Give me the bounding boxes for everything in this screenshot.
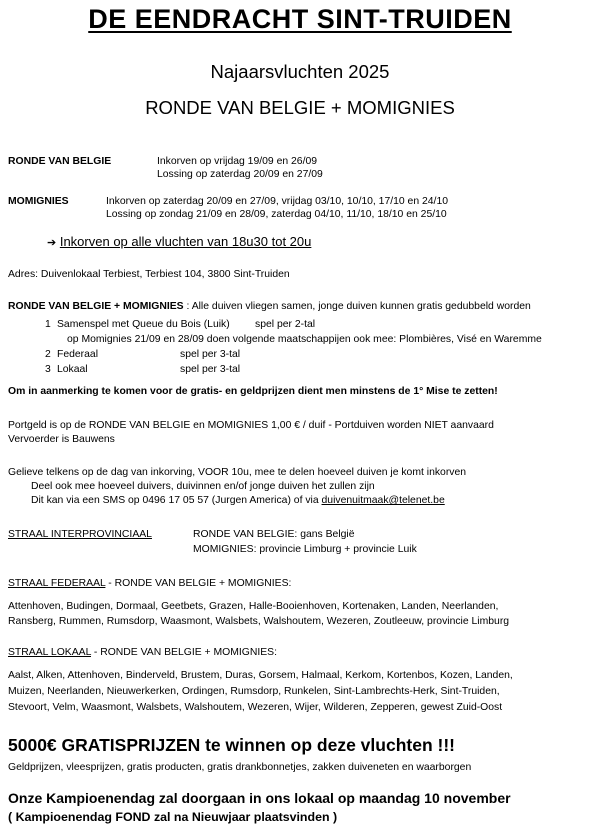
contact-line-3 <box>31 494 445 507</box>
game-3-number: 3 <box>45 364 51 375</box>
races-title: RONDE VAN BELGIE + MOMIGNIES <box>145 97 455 118</box>
game-1-note: op Momignies 21/09 en 28/09 doen volgende maatschappijen ook mee: Plombières, Visé en Waremme <box>67 334 542 345</box>
mise-notice: Om in aanmerking te komen voor de gratis- en geldprijzen dient men minstens de 1° Mise te zetten! <box>8 386 498 397</box>
basketing-times <box>47 234 311 249</box>
game-2-label: Federaal <box>57 349 99 360</box>
straal-inter-rvb: RONDE VAN BELGIE: gans België <box>193 529 355 540</box>
straal-fed-towns-2: Ransberg, Rummen, Rumsdorp, Waasmont, Walsbets, Walshoutem, Wezeren, Zoutleeuw, provincie Limburg <box>8 616 510 627</box>
games-heading <box>8 300 531 313</box>
straal-lok-towns-1: Aalst, Alken, Attenhoven, Binderveld, Brustem, Duras, Gorsem, Halmaal, Kerkom, Kortenbos, Kozen, Landen, <box>8 670 513 681</box>
straal-lok-towns-3: Stevoort, Velm, Waasmont, Walsbets, Walshoutem, Wezeren, Wijer, Wilderen, Zepperen, gewest Zuid-Oost <box>8 702 503 713</box>
rvb-basketing: Inkorven op vrijdag 19/09 en 26/09 <box>157 156 318 167</box>
straal-fed-heading <box>8 577 291 590</box>
game-2-number: 2 <box>45 349 51 360</box>
fees-line: Portgeld is op de RONDE VAN BELGIE en MOMIGNIES 1,00 € / duif - Portduiven worden NIET aanvaard <box>8 420 494 431</box>
season-subtitle: Najaarsvluchten 2025 <box>210 61 390 82</box>
arrow-right-icon: ➔ <box>47 237 57 249</box>
contact-sms: Dit kan via een SMS op 0496 17 05 57 (Jurgen America) of via <box>31 495 322 506</box>
championship-line-2: ( Kampioenendag FOND zal na Nieuwjaar plaatsvinden ) <box>8 810 338 824</box>
basketing-times-text: Inkorven op alle vluchten van 18u30 tot 20u <box>59 234 312 249</box>
mom-basketing: Inkorven op zaterdag 20/09 en 27/09, vrijdag 03/10, 10/10, 17/10 en 24/10 <box>106 196 448 207</box>
straal-lok-heading <box>8 646 277 659</box>
email-link[interactable]: duivenuitmaak@telenet.be <box>321 495 445 506</box>
prizes-details: Geldprijzen, vleesprijzen, gratis producten, gratis drankbonnetjes, zakken duiveneten en waarborgen <box>8 762 472 773</box>
straal-lok-label: STRAAL LOKAAL <box>8 647 91 658</box>
mom-release: Lossing op zondag 21/09 en 28/09, zaterdag 04/10, 11/10, 18/10 en 25/10 <box>106 209 447 220</box>
straal-fed-towns-1: Attenhoven, Budingen, Dormaal, Geetbets, Grazen, Halle-Booienhoven, Kortenaken, Landen, Neerlanden, <box>8 601 499 612</box>
game-2-value: spel per 3-tal <box>180 349 241 360</box>
straal-lok-towns-2: Muizen, Neerlanden, Nieuwerkerken, Ordingen, Rumsdorp, Runkelen, Sint-Lambrechts-Herk, Sint-Truiden, <box>8 686 500 697</box>
prizes-headline: 5000€ GRATISPRIJZEN te winnen op deze vluchten !!! <box>8 735 455 755</box>
club-title: DE EENDRACHT SINT-TRUIDEN <box>88 4 512 34</box>
game-3-label: Lokaal <box>57 364 88 375</box>
contact-line-1: Gelieve telkens op de dag van inkorving, VOOR 10u, mee te delen hoeveel duiven je komt inkorven <box>8 467 467 478</box>
straal-lok-rest: - RONDE VAN BELGIE + MOMIGNIES: <box>90 647 277 658</box>
game-1-label: Samenspel met Queue du Bois (Luik) <box>57 319 230 330</box>
straal-inter-mom: MOMIGNIES: provincie Limburg + provincie Luik <box>193 544 417 555</box>
games-heading-label: RONDE VAN BELGIE + MOMIGNIES <box>8 301 184 312</box>
game-1-number: 1 <box>45 319 51 330</box>
mom-label: MOMIGNIES <box>8 196 69 207</box>
carrier-line: Vervoerder is Bauwens <box>8 434 115 445</box>
rvb-label: RONDE VAN BELGIE <box>8 156 112 167</box>
game-1-value: spel per 2-tal <box>255 319 316 330</box>
games-heading-rest: : Alle duiven vliegen samen, jonge duiven kunnen gratis gedubbeld worden <box>183 301 531 312</box>
straal-fed-label: STRAAL FEDERAAL <box>8 578 106 589</box>
rvb-release: Lossing op zaterdag 20/09 en 27/09 <box>157 169 323 180</box>
address: Adres: Duivenlokaal Terbiest, Terbiest 104, 3800 Sint-Truiden <box>8 269 290 280</box>
straal-inter-label: STRAAL INTERPROVINCIAAL <box>8 529 152 540</box>
contact-line-2: Deel ook mee hoeveel duivers, duivinnen en/of jonge duiven het zullen zijn <box>31 481 375 492</box>
game-3-value: spel per 3-tal <box>180 364 241 375</box>
championship-line-1: Onze Kampioenendag zal doorgaan in ons lokaal op maandag 10 november <box>8 790 511 806</box>
straal-fed-rest: - RONDE VAN BELGIE + MOMIGNIES: <box>105 578 292 589</box>
